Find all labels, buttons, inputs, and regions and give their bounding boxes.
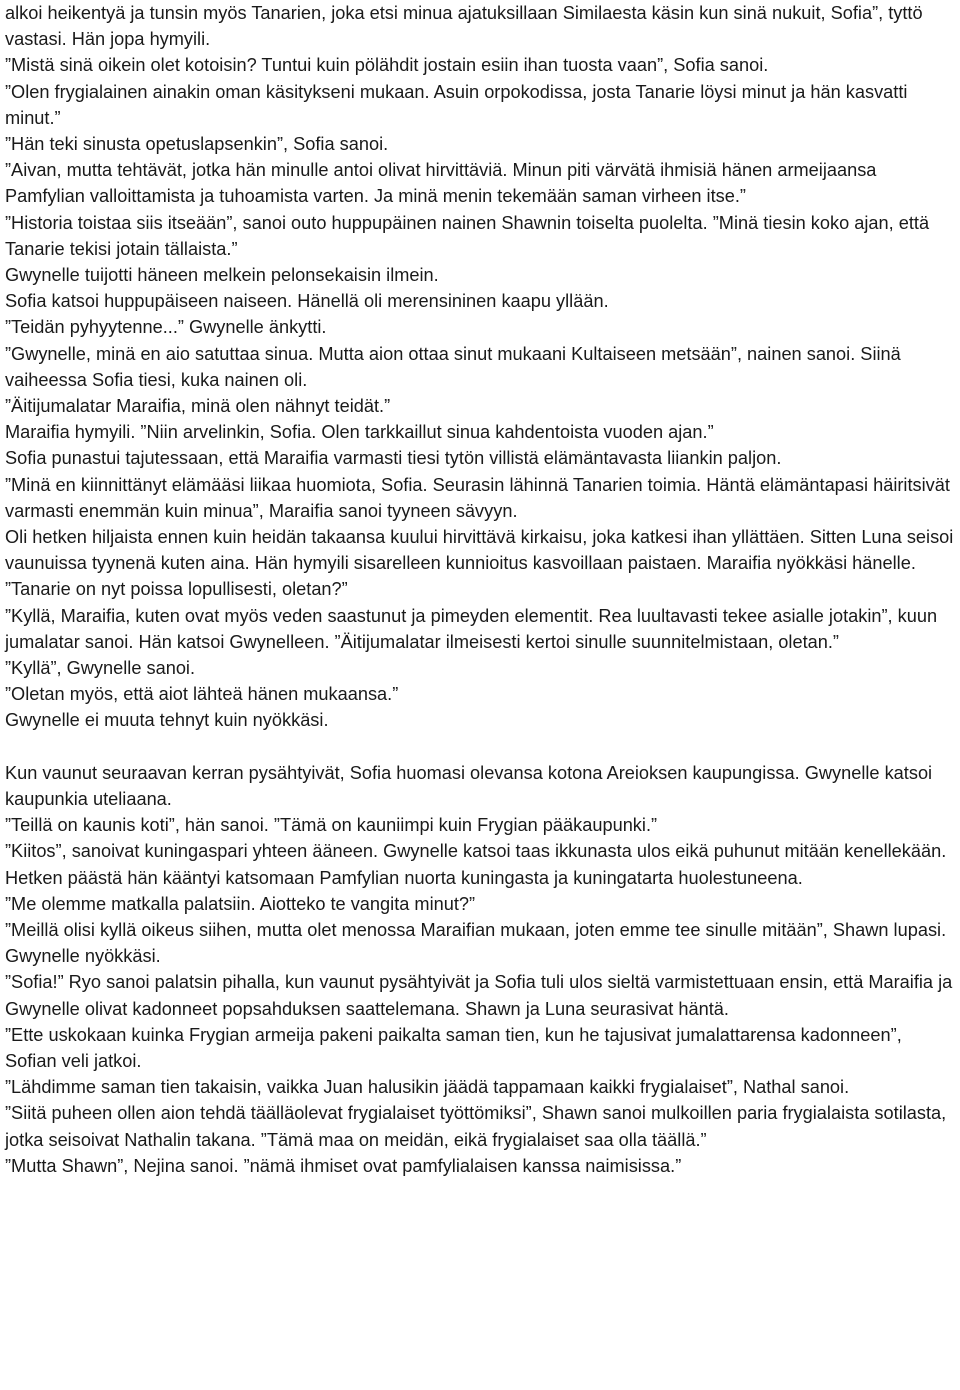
paragraph: ”Ette uskokaan kuinka Frygian armeija pakeni paikalta saman tien, kun he tajusivat jumalattarensa kadonneen”, Sofian veli jatkoi. (5, 1024, 907, 1071)
paragraph: Gwynelle tuijotti häneen melkein pelonsekaisin ilmein. (5, 265, 439, 286)
paragraph: ”Äitijumalatar Maraifia, minä olen nähnyt teidät.” (5, 396, 391, 417)
paragraph: Gwynelle ei muuta tehnyt kuin nyökkäsi. (5, 710, 329, 731)
paragraph: ”Teidän pyhyytenne...” Gwynelle änkytti. (5, 317, 327, 338)
paragraph: alkoi heikentyä ja tunsin myös Tanarien, joka etsi minua ajatuksillaan Similaesta käsin kun sinä nukuit, Sofia”, tyttö vastasi. Hän jopa hymyili. (5, 3, 928, 50)
section-break (5, 734, 955, 760)
paragraph: ”Kyllä”, Gwynelle sanoi. (5, 658, 196, 679)
paragraph: ”Kyllä, Maraifia, kuten ovat myös veden saastunut ja pimeyden elementit. Rea luultavasti tekee asialle jotakin”, kuun jumalatar sanoi. Hän katsoi Gwynelleen. ”Äitijumalatar ilmeisesti kertoi sinulle suunnitelmistaan, oletan.” (5, 605, 943, 652)
text-section-1 (5, 0, 959, 734)
paragraph: Oli hetken hiljaista ennen kuin heidän takaansa kuului hirvittävä kirkaisu, joka katkesi ihan yllättäen. Sitten Luna seisoi vaunuissa tyynenä kuten aina. Hän hymyili sisarelleen kunnioitus kasvoillaan paistaen. Maraifia nyökkäsi hänelle. (5, 527, 959, 574)
paragraph: ”Oletan myös, että aiot lähteä hänen mukaansa.” (5, 684, 399, 705)
paragraph: ”Teillä on kaunis koti”, hän sanoi. ”Tämä on kauniimpi kuin Frygian pääkaupunki.” (5, 815, 658, 836)
paragraph: ”Siitä puheen ollen aion tehdä täälläolevat frygialaiset työttömiksi”, Shawn sanoi mulkoillen paria frygialaista sotilasta, jotka seisoivat Nathalin takana. ”Tämä maa on meidän, eikä frygialaiset saa olla täällä.” (5, 1103, 952, 1150)
paragraph: ”Kiitos”, sanoivat kuningaspari yhteen ääneen. Gwynelle katsoi taas ikkunasta ulos eikä puhunut mitään kenellekään. Hetken päästä hän kääntyi katsomaan Pamfylian nuorta kuningasta ja kuningatarta huolestuneena. (5, 841, 952, 888)
paragraph: ”Mutta Shawn”, Nejina sanoi. ”nämä ihmiset ovat pamfylialaisen kanssa naimisissa.” (5, 1155, 682, 1176)
paragraph: Sofia katsoi huppupäiseen naiseen. Hänellä oli merensininen kaapu yllään. (5, 291, 609, 312)
paragraph: Kun vaunut seuraavan kerran pysähtyivät, Sofia huomasi olevansa kotona Areioksen kaupungissa. Gwynelle katsoi kaupunkia uteliaana. (5, 762, 938, 809)
paragraph: ”Minä en kiinnittänyt elämääsi liikaa huomiota, Sofia. Seurasin lähinnä Tanarien toimia. Häntä elämäntapasi häiritsivät varmasti enemmän kuin minua”, Maraifia sanoi tyyneen sävyyn. (5, 474, 955, 521)
paragraph: ”Gwynelle, minä en aio satuttaa sinua. Mutta aion ottaa sinut mukaani Kultaiseen metsään”, nainen sanoi. Siinä vaiheessa Sofia tiesi, kuka nainen oli. (5, 343, 906, 390)
paragraph: Gwynelle nyökkäsi. (5, 946, 161, 967)
paragraph: ”Sofia!” Ryo sanoi palatsin pihalla, kun vaunut pysähtyivät ja Sofia tuli ulos sieltä varmistettuaan ensin, että Maraifia ja Gwynelle olivat kadonneet popsahduksen saattelemana. Shawn ja Luna seurasivat häntä. (5, 972, 958, 1019)
paragraph: ”Me olemme matkalla palatsiin. Aiotteko te vangita minut?” (5, 893, 476, 914)
paragraph: Sofia punastui tajutessaan, että Maraifia varmasti tiesi tytön villistä elämäntavasta liiankin paljon. (5, 448, 782, 469)
paragraph: ”Mistä sinä oikein olet kotoisin? Tuntui kuin pölähdit jostain esiin ihan tuosta vaan”, Sofia sanoi. (5, 55, 769, 76)
text-section-2 (5, 760, 958, 1179)
paragraph: ”Olen frygialainen ainakin oman käsitykseni mukaan. Asuin orpokodissa, josta Tanarie löysi minut ja hän kasvatti minut.” (5, 81, 913, 128)
paragraph: ”Aivan, mutta tehtävät, jotka hän minulle antoi olivat hirvittäviä. Minun piti värvätä ihmisiä hänen armeijaansa Pamfylian valloittamista ja tuhoamista varten. Ja minä menin tekemään saman virheen itse.” (5, 160, 882, 207)
paragraph: ”Meillä olisi kyllä oikeus siihen, mutta olet menossa Maraifian mukaan, joten emme tee sinulle mitään”, Shawn lupasi. (5, 919, 947, 940)
paragraph: ”Historia toistaa siis itseään”, sanoi outo huppupäinen nainen Shawnin toiselta puolelta. ”Minä tiesin koko ajan, että Tanarie tekisi jotain tällaista.” (5, 212, 934, 259)
paragraph: ”Hän teki sinusta opetuslapsenkin”, Sofia sanoi. (5, 134, 389, 155)
paragraph: ”Tanarie on nyt poissa lopullisesti, oletan?” (5, 579, 348, 600)
document-page (5, 0, 959, 1179)
paragraph: ”Lähdimme saman tien takaisin, vaikka Juan halusikin jäädä tappamaan kaikki frygialaiset”, Nathal sanoi. (5, 1077, 850, 1098)
paragraph: Maraifia hymyili. ”Niin arvelinkin, Sofia. Olen tarkkaillut sinua kahdentoista vuoden ajan.” (5, 422, 714, 443)
